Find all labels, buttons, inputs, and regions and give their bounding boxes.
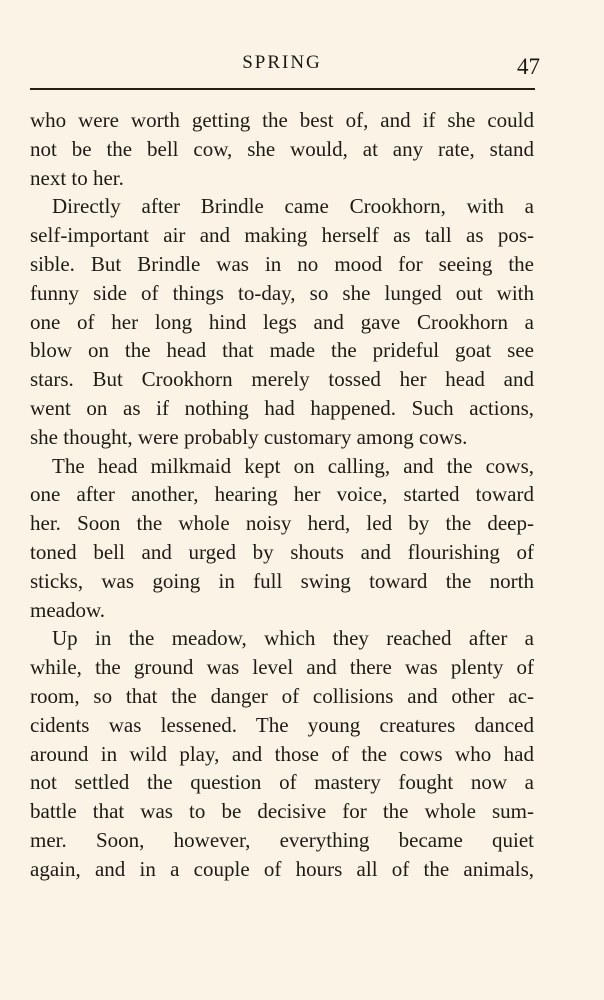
text-line: room, so that the danger of collisions and other ac- [30, 683, 534, 708]
text-line: one after another, hearing her voice, started toward [30, 482, 534, 507]
text-line: while, the ground was level and there was plenty of [30, 655, 534, 680]
page-number: 47 [517, 54, 540, 79]
text-line: sticks, was going in full swing toward the north [30, 568, 534, 593]
text-line: battle that was to be decisive for the whole sum- [30, 799, 534, 824]
text-line: sible. But Brindle was in no mood for seeing the [30, 251, 534, 276]
text-line: not be the bell cow, she would, at any rate, stand [30, 136, 534, 161]
text-line: went on as if nothing had happened. Such actions, [30, 395, 534, 420]
text-line: toned bell and urged by shouts and flourishing of [30, 539, 534, 564]
header-rule [30, 88, 535, 90]
text-line: one of her long hind legs and gave Crookhorn a [30, 309, 534, 334]
text-line: next to her. [30, 165, 124, 190]
text-line: she thought, were probably customary among cows. [30, 424, 468, 449]
text-line: Up in the meadow, which they reached after a [52, 626, 534, 651]
text-line: self-important air and making herself as tall as pos- [30, 223, 534, 248]
running-head [30, 52, 540, 82]
text-line: who were worth getting the best of, and if she could [30, 108, 534, 132]
text-line: meadow. [30, 597, 106, 622]
text-line: Directly after Brindle came Crookhorn, with a [52, 194, 534, 219]
text-line: around in wild play, and those of the cows who had [30, 741, 534, 766]
text-line: The head milkmaid kept on calling, and the cows, [52, 453, 534, 478]
text-line: blow on the head that made the prideful goat see [30, 338, 534, 363]
text-line: cidents was lessened. The young creatures danced [30, 712, 534, 737]
text-line: funny side of things to-day, so she lunged out with [30, 280, 534, 305]
body-text [30, 106, 534, 884]
text-line: not settled the question of mastery fought now a [30, 770, 534, 795]
text-line: her. Soon the whole noisy herd, led by the deep- [30, 511, 534, 536]
text-line: stars. But Crookhorn merely tossed her head and [30, 367, 534, 392]
text-line: again, and in a couple of hours all of the animals, [30, 856, 534, 881]
running-title: SPRING [242, 52, 322, 73]
text-line: mer. Soon, however, everything became quiet [30, 827, 534, 852]
